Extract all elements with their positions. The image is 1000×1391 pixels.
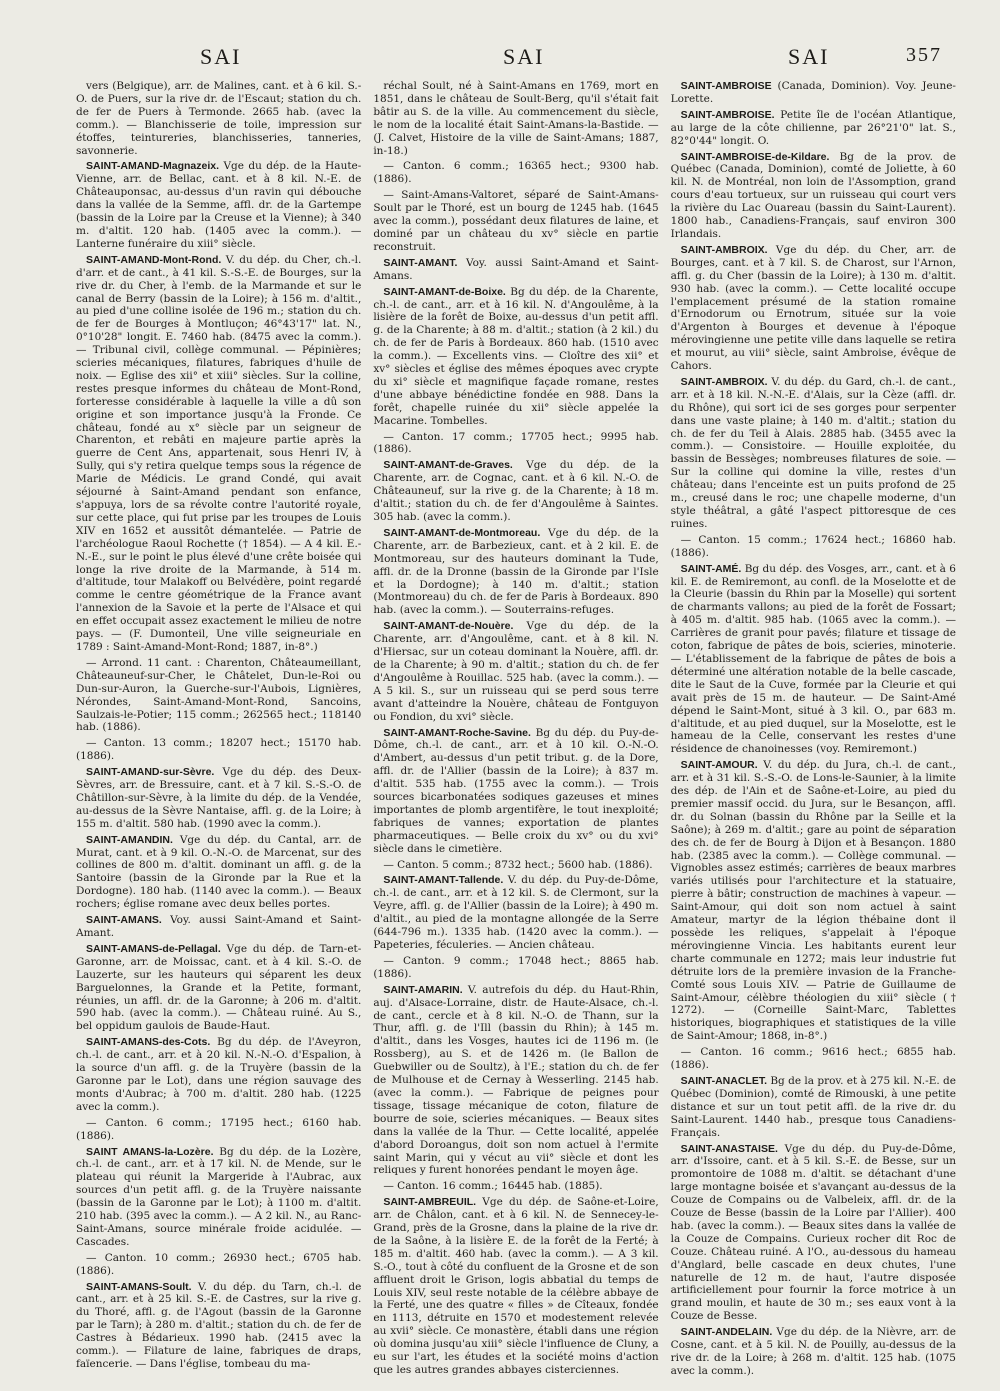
- entry-text: Vge du dép. de la Haute-Vienne, arr. de Bellac, cant. et à 8 kil. N.-E. de Châteauponsac, au-dessus d'un ravin qui débouche dans la vallée de la Semme, affl. dr. de la Gartempe (bassin de la Loire par la Creuse et la Vienne); à 340 m. d'altit. 120 hab. (1405 avec la comm.). — Lanterne funéraire du xiii° siècle.: [76, 160, 362, 250]
- dictionary-entry: [373, 1196, 658, 1377]
- entry-headword: SAINT-ANACLET.: [680, 1074, 767, 1087]
- dictionary-entry: [671, 80, 956, 106]
- entry-text: Bg du dép. du Puy-de-Dôme, ch.-l. de cant., arr. et à 10 kil. O.-N.-O. d'Ambert, au-dessus d'un petit tribut. g. de la Dore, affl. dr. de l'Allier (bassin de la Loire); à 837 m. d'altit. 535 hab. (1755 avec la comm.). — Trois sources bicarbonatées sodiques gazeuses et mines importantes de plomb argentifère, le tout inexploité; fabriques de vannes; exportation de plantes pharmaceutiques. — Belle croix du xv° ou du xvi° siècle dans le cimetière.: [373, 726, 659, 855]
- dictionary-entry: [373, 431, 658, 457]
- dictionary-entry: [373, 459, 658, 524]
- entry-headword: SAINT-AMAND-Mont-Rond.: [86, 253, 222, 266]
- dictionary-entry: [373, 189, 658, 254]
- dictionary-entry: [76, 1252, 361, 1278]
- dictionary-entry: [76, 254, 361, 654]
- entry-text: Vge du dép. de Tarn-et-Garonne, arr. de Moissac, cant. et à 4 kil. S.-O. de Lauzerte, sur les hauteurs qui séparent les deux Barguelonnes, la Grande et la Petite, formant, réunies, un affl. dr. de la Garonne; à 206 m. d'altit. 590 hab. (avec la comm.). — Château ruiné. Au S., bel oppidum gaulois de Baude-Haut.: [76, 942, 362, 1033]
- entry-text: V. du dép. du Tarn, ch.-l. de cant., arr. et à 25 kil. S.-E. de Castres, sur la rive g. du Thoré, affl. g. de l'Agout (bassin de la Garonne par le Tarn); à 280 m. d'altit.; station du ch. de fer de Castres à Bédarieux. 1990 hab. (2415 avec la comm.). — Filature de laine, fabriques de draps, faïencerie. — Dans l'église, tombeau du ma-: [76, 1280, 362, 1370]
- running-head-left: SAI: [200, 44, 242, 69]
- entry-text: Vge du dép. du Puy-de-Dôme, arr. d'Issoire, cant. et à 5 kil. S.-E. de Besse, sur un promontoire de 1088 m. d'altit. se détachant d'une large montagne boisée et s'avançant au-dessus de la Couze de Compains ou de Valbeleix, affl. dr. de la Couze de Besse (bassin de la Loire par l'Allier). 400 hab. (avec la comm.). — Beaux sites dans la vallée de la Couze de Compains. Curieux rocher dit Roc de Couze. Château ruiné. A l'O., au-dessous du hameau d'Anglard, belle cascade en deux chutes, l'une naturelle de 12 m. de haut, l'autre disposée artificiellement pour fournir la force motrice à un grand moulin, et haute de 30 m.; ses eaux vont à la Couze de Besse.: [670, 1142, 956, 1323]
- running-head-center: SAI: [503, 44, 545, 69]
- dictionary-entry: [671, 1046, 956, 1072]
- entry-headword: SAINT-AMAND-Magnazeix.: [86, 160, 220, 173]
- dictionary-entry: [76, 914, 361, 940]
- entry-text: réchal Soult, né à Saint-Amans en 1769, mort en 1851, dans le château de Soult-Berg, qu'il s'était fait bâtir au S. de la ville. Au commencement du siècle, le nom de la localité était Saint-Amans-la-Bastide. — (J. Calvet, Histoire de la ville de Saint-Amans; 1887, in-18.): [373, 80, 659, 157]
- entry-text: Voy. aussi Saint-Amand et Saint-Amans.: [373, 256, 659, 282]
- dictionary-entry: [373, 859, 658, 872]
- dictionary-entry: [76, 1281, 361, 1371]
- entry-headword: SAINT-AMANS-de-Pellagal.: [86, 942, 221, 955]
- dictionary-entry: [373, 984, 658, 1178]
- entry-text: Vge du dép. du Cantal, arr. de Murat, cant. et à 9 kil. O.-N.-O. de Marcenat, sur des collines de 800 m. d'altit. dominant un affl. g. de la Santoire (bassin de la Gironde par la Rue et la Dordogne). 180 hab. (1140 avec la comm.). — Beaux rochers; église romane avec deux belles portes.: [76, 833, 362, 911]
- entry-text: V. du dép. du Jura, ch.-l. de cant., arr. et à 31 kil. S.-S.-O. de Lons-le-Saunier, à la limite des dép. de l'Ain et de Saône-et-Loire, au pied du premier massif occid. du Jura, sur le Besançon, affl. dr. du Solnan (bassin du Rhône par la Seille et la Saône); à 269 m. d'altit.; gare au point de séparation des ch. de fer de Bourg à Dijon et à Besançon. 1880 hab. (2385 avec la comm.). — Collège communal. — Vignobles assez estimés; carrières de beaux marbres variés utilisés pour l'architecture et la statuaire, pierre à bâtir; construction de machines à vapeur. — Saint-Amour, qui doit son nom actuel à saint Amateur, martyr de la légion thébaine dont il possède les reliques, s'appelait à l'époque mérovingienne Vincia. Les habitants eurent leur charte communale en 1272; mais leur industrie fut détruite lors de la première invasion de la Franche-Comté sous Louis XIV. — Patrie de Guillaume de Saint-Amour, célèbre théologien du xiii° siècle († 1272). — (Corneille Saint-Marc, Tablettes historiques, biographiques et statistiques de la ville de Saint-Amour; 1868, in-8°.): [670, 759, 956, 1043]
- column-right: [670, 80, 956, 1377]
- dictionary-entry: [373, 874, 658, 951]
- entry-headword: SAINT-AMÉ.: [680, 562, 742, 575]
- entry-headword: SAINT-AMBROISE.: [680, 108, 775, 121]
- dictionary-entry: [671, 109, 956, 148]
- dictionary-entry: [373, 257, 658, 283]
- entry-headword: SAINT-AMBREUIL.: [383, 1196, 477, 1209]
- entry-text: — Canton. 13 comm.; 18207 hect.; 15170 hab. (1886).: [76, 737, 362, 763]
- dictionary-entry: [373, 80, 658, 157]
- entry-text: Vge du dép. de la Nièvre, arr. de Cosne, cant. et à 5 kil. N. de Pouilly, au-dessus de la rive dr. de la Loire; à 268 m. d'altit. 125 hab. (1075 avec la comm.).: [670, 1326, 956, 1377]
- entry-text: Bg de la prov. et à 275 kil. N.-E. de Québec (Dominion), comté de Rimouski, à une petite distance et sur un tout petit affl. de la rive dr. du Saint-Laurent. 1440 hab., presque tous Canadiens-Français.: [670, 1074, 956, 1139]
- dictionary-entry: [76, 834, 361, 911]
- dictionary-entry: [373, 727, 658, 856]
- entry-text: Vge du dép. du Cher, arr. de Bourges, cant. et à 7 kil. S. de Charost, sur l'Arnon, affl. g. du Cher (bassin de la Loire); à 130 m. d'altit. 930 hab. (avec la comm.). — Cette localité occupe l'emplacement présumé de la station romaine d'Ernodorum ou Ernotrum, située sur la voie d'Argenton à Bourges et devenue à l'époque mérovingienne une petite ville dans laquelle se retira et mourut, au viii° siècle, saint Ambroise, évêque de Cahors.: [670, 243, 956, 373]
- dictionary-entry: [671, 244, 956, 373]
- entry-headword: SAINT-AMANDIN.: [86, 833, 173, 846]
- page-number: 357: [906, 44, 942, 66]
- entry-text: Vge du dép. de Saône-et-Loire, arr. de Châlon, cant. et à 6 kil. N. de Sennecey-le-Grand, près de la Grosne, dans la plaine de la rive dr. de la Saône, à la lisière E. de la forêt de la Ferté; à 185 m. d'altit. 460 hab. (avec la comm.). — A 3 kil. S.-O., tout à côté du confluent de la Grosne et de son affluent droit le Grison, logis abbatial du temps de Louis XIV, seul reste notable de la célèbre abbaye de la Ferté, une des quatre « filles » de Cîteaux, fondée en 1113, détruite en 1570 et modestement relevée au xvii° siècle. Ce monastère, établi dans une région où domina jusqu'au xiii° siècle l'influence de Cluny, a eu sur l'art, les études et la société moins d'action que les autres grandes abbayes cisterciennes.: [373, 1196, 659, 1376]
- entry-text: — Canton. 16 comm.; 16445 hab. (1885).: [383, 1180, 603, 1193]
- entry-text: V. du dép. du Cher, ch.-l. d'arr. et de cant., à 41 kil. S.-S.-E. de Bourges, sur la rive dr. du Cher, à l'emb. de la Marmande et sur le canal de Berry (bassin de la Loire); à 156 m. d'altit., au pied d'une colline isolée de 196 m.; station du ch. de fer de Bourges à Montluçon; 46°43'17" lat. N., 0°10'28" longit. E. 7460 hab. (8475 avec la comm.). — Tribunal civil, collège communal. — Pépinières; scieries mécaniques, filatures, fabriques d'huile de noix. — Eglise des xii° et xiii° siècles. Sur la colline, restes presque informes du château de Mont-Rond, forteresse considérable à laquelle la ville a dû son origine et son importance jusqu'à la Fronde. Ce château, fondé au x° siècle par un seigneur de Charenton, et rebâti en majeure partie après la guerre de Cent Ans, appartenait, sous Henri IV, à Sully, qui s'y retira quelque temps sous la régence de Marie de Médicis. Le grand Condé, qui avait séjourné à Saint-Amand pendant son enfance, s'appuya, lors de sa révolte contre l'autorité royale, sur cette place, qui fut prise par les troupes de Louis XIV en 1652 et aussitôt démantelée. — Patrie de l'archéologue Raoul Rochette († 1854). — A 4 kil. E.-N.-E., sur le point le plus élevé d'une crête boisée qui longe la rive droite de la Marmande, à 514 m. d'altitude, tour Malakoff ou Belvédère, point regardé comme le centre géométrique de la France avant l'annexion de la Savoie et la perte de l'Alsace et qui en effet occupait assez exactement le milieu de notre pays. — (F. Dumonteil, Une ville seigneuriale en 1789 : Saint-Amand-Mont-Rond; 1887, in-8°.): [76, 253, 362, 653]
- entry-headword: SAINT-AMARIN.: [383, 983, 463, 996]
- entry-headword: SAINT-AMANS-des-Cots.: [86, 1036, 211, 1049]
- dictionary-entry: [76, 1146, 361, 1249]
- running-head: [70, 44, 942, 74]
- entry-text: Bg du dép. de la Charente, ch.-l. de cant., arr. et à 16 kil. N. d'Angoulême, à la lisière de la forêt de Boixe, au-dessus d'un petit affl. g. de la Charente; à 88 m. d'altit.; station (à 2 kil.) du ch. de fer de Paris à Bordeaux. 860 hab. (1510 avec la comm.). — Excellents vins. — Cloître des xii° et xv° siècles et église des mêmes époques avec crypte du xi° siècle et magnifique façade romane, restes d'une abbaye bénédictine fondée en 988. Dans la forêt, chapelle ruinée du xii° siècle appelée la Macarine. Tombelles.: [373, 285, 659, 427]
- entry-headword: SAINT-AMOUR.: [680, 759, 758, 772]
- dictionary-entry: [373, 1180, 658, 1193]
- entry-text: Bg du dép. des Vosges, arr., cant. et à 6 kil. E. de Remiremont, au confl. de la Moselotte et de la Cleurie (bassin du Rhin par la Moselle) qui sortent de charmants vallons; au pied de la forêt de Fossart; à 405 m. d'altit. 985 hab. (1065 avec la comm.). — Carrières de granit pour pavés; filature et tissage de coton, fabrique de pâtes de bois, scieries, minoterie. — L'établissement de la fabrique de pâtes de bois a déterminé une altération notable de la belle cascade, dite le Saut de la Cuve, formée par la Cleurie et qui avait près de 15 m. de hauteur. — De Saint-Amé dépend le Saint-Mont, situé à 3 kil. O., par 683 m. d'altitude, et au pied duquel, sur la Moselotte, est le hameau de la Celle, conservant les restes d'une résidence de chanoinesses (voy. Remiremont.): [670, 562, 956, 756]
- dictionary-entry: [76, 737, 361, 763]
- entry-headword: SAINT-AMANT-Tallende.: [383, 874, 504, 887]
- dictionary-entry: [671, 1075, 956, 1140]
- entry-text: — Canton. 9 comm.; 17048 hect.; 8865 hab. (1886).: [373, 954, 659, 980]
- entry-headword: SAINT-AMANT-de-Boixe.: [383, 285, 506, 298]
- entry-text: Vge du dép. de la Charente, arr. d'Angoulême, cant. et à 8 kil. N. d'Hiersac, sur un coteau dominant la Nouère, affl. dr. de la Charente; à 90 m. d'altit.; station du ch. de fer d'Angoulême à Rouillac. 525 hab. (avec la comm.). — A 5 kil. S., sur un ruisseau qui se perd sous terre avant d'atteindre la Nouère, château de Fontguyon ou Fondion, du xvi° siècle.: [373, 620, 659, 723]
- entry-headword: SAINT-AMBROIX.: [680, 243, 768, 256]
- dictionary-entry: [373, 620, 658, 723]
- entry-headword: SAINT-AMAND-sur-Sèvre.: [86, 766, 215, 779]
- entry-headword: SAINT-ANASTAISE.: [680, 1142, 778, 1155]
- dictionary-entry: [76, 943, 361, 1033]
- entry-text: — Canton. 5 comm.; 8732 hect.; 5600 hab. (1886).: [383, 858, 653, 871]
- dictionary-entry: [671, 1326, 956, 1378]
- entry-text: Vge du dép. des Deux-Sèvres, arr. de Bressuire, cant. et à 7 kil. S.-S.-O. de Châtillon-sur-Sèvre, à la limite du dép. de la Vendée, au-dessus de la Sèvre Nantaise, affl. g. de la Loire; à 155 m. d'altit. 580 hab. (1990 avec la comm.).: [76, 766, 362, 830]
- entry-text: — Arrond. 11 cant. : Charenton, Châteaumeillant, Châteauneuf-sur-Cher, le Châtelet, Dun-le-Roi ou Dun-sur-Auron, la Guerche-sur-l'Aubois, Lignières, Nérondes, Saint-Amand-Mont-Rond, Sancoins, Saulzais-le-Potier; 115 comm.; 262565 hect.; 118140 hab. (1886).: [76, 656, 362, 734]
- entry-headword: SAINT-AMANT.: [383, 256, 458, 269]
- dictionary-entry: [671, 759, 956, 1043]
- text-columns: [76, 80, 956, 1377]
- dictionary-entry: [76, 766, 361, 831]
- entry-headword: SAINT-AMBROISE: [680, 80, 772, 92]
- entry-text: — Saint-Amans-Valtoret, séparé de Saint-Amans-Soult par le Thoré, est un bourg de 1245 hab. (1645 avec la comm.), possédant deux filatures de laine, et dominé par un château du xv° siècle en partie reconstruit.: [373, 189, 659, 253]
- dictionary-entry: [76, 160, 361, 250]
- dictionary-entry: [671, 1143, 956, 1324]
- entry-headword: SAINT-AMANS-Soult.: [86, 1280, 192, 1293]
- entry-text: — Canton. 6 comm.; 17195 hect.; 6160 hab. (1886).: [76, 1116, 362, 1142]
- dictionary-entry: [373, 286, 658, 428]
- entry-text: Voy. aussi Saint-Amand et Saint-Amant.: [76, 914, 362, 939]
- dictionary-entry: [671, 534, 956, 560]
- entry-text: Bg du dép. de l'Aveyron, ch.-l. de cant., arr. et à 20 kil. N.-N.-O. d'Espalion, à la source d'un affl. g. de la Truyère (bassin de la Garonne par le Lot), dans une région sauvage des monts d'Aubrac; à 700 m. d'altit. 280 hab. (1225 avec la comm.).: [76, 1036, 362, 1113]
- dictionary-entry: [76, 80, 361, 157]
- entry-text: — Canton. 17 comm.; 17705 hect.; 9995 hab. (1886).: [373, 430, 659, 456]
- entry-headword: SAINT-ANDELAIN.: [680, 1326, 773, 1339]
- entry-text: Vge du dép. de la Charente, arr. de Barbezieux, cant. et à 2 kil. E. de Montmoreau, sur des hauteurs dominant la Tude, affl. dr. de la Dronne (bassin de la Gironde par l'Isle et la Dordogne); à 140 m. d'altit.; station (Montmoreau) du ch. de fer de Paris à Bordeaux. 890 hab. (avec la comm.). — Souterrains-refuges.: [373, 526, 659, 617]
- entry-headword: SAINT-AMANT-de-Graves.: [383, 459, 513, 472]
- entry-text: — Canton. 6 comm.; 16365 hect.; 9300 hab. (1886).: [373, 160, 659, 186]
- entry-text: (Canada, Dominion). Voy. Jeune-Lorette.: [670, 80, 956, 105]
- dictionary-entry: [671, 151, 956, 241]
- entry-text: — Canton. 15 comm.; 17624 hect.; 16860 hab. (1886).: [670, 533, 956, 559]
- dictionary-entry: [671, 376, 956, 531]
- entry-headword: SAINT-AMBROIX.: [680, 375, 768, 388]
- dictionary-entry: [373, 527, 658, 617]
- dictionary-entry: [671, 563, 956, 757]
- entry-text: Petite île de l'océan Atlantique, au large de la côte chilienne, par 26°21'0" lat. S., 82°0'44" longit. O.: [670, 108, 956, 147]
- running-head-right: SAI: [788, 44, 830, 69]
- dictionary-entry: [373, 160, 658, 186]
- entry-text: V. du dép. du Gard, ch.-l. de cant., arr. et à 18 kil. N.-N.-E. d'Alais, sur la Cèze (affl. dr. du Rhône), qui sort ici de ses gorges pour serpenter dans une vaste plaine; à 140 m. d'altit.; station du ch. de fer du Teil à Alais. 2885 hab. (3455 avec la comm.). — Consistoire. — Houille exploitée, du bassin de Bessèges; nombreuses filatures de soie. — Sur la colline qui domine la ville, restes d'un château; dans l'enceinte est un puits profond de 25 m., creusé dans le roc; une chapelle moderne, d'un style théâtral, a gâté l'aspect pittoresque de ces ruines.: [670, 375, 956, 530]
- entry-text: Bg de la prov. de Québec (Canada, Dominion), comté de Joliette, à 60 kil. N. de Montréal, non loin de l'Assomption, grand cours d'eau tortueux, sur un ruisseau qui court vers la rivière du Lac Ouareau (bassin du Saint-Laurent). 1800 hab., Canadiens-Français, sauf environ 300 Irlandais.: [670, 150, 956, 240]
- dictionary-entry: [76, 1036, 361, 1113]
- dictionary-entry: [76, 657, 361, 734]
- entry-text: Vge du dép. de la Charente, arr. de Cognac, cant. et à 6 kil. N.-O. de Châteauneuf, sur la rive g. de la Charente; à 18 m. d'altit.; station du ch. de fer d'Angoulême à Saintes. 305 hab. (avec la comm.).: [373, 459, 659, 523]
- entry-text: — Canton. 16 comm.; 9616 hect.; 6855 hab. (1886).: [670, 1046, 956, 1072]
- entry-text: Bg du dép. de la Lozère, ch.-l. de cant., arr. et à 17 kil. N. de Mende, sur le plateau qui réunit la Margeride à l'Aubrac, aux sources d'un petit affl. g. de la Truyère naissante (bassin de la Garonne par le Lot); à 1100 m. d'altit. 210 hab. (395 avec la comm.). — A 2 kil. N., au Ranc-Saint-Amans, source minérale froide acidulée. — Cascades.: [76, 1145, 362, 1248]
- column-left: [76, 80, 361, 1370]
- column-middle: [373, 80, 659, 1376]
- entry-headword: SAINT-AMBROISE-de-Kildare.: [680, 150, 830, 163]
- entry-headword: SAINT-AMANT-de-Nouère.: [383, 620, 514, 633]
- entry-text: V. autrefois du dép. du Haut-Rhin, auj. d'Alsace-Lorraine, distr. de Haute-Alsace, ch.-l. de cant., cercle et à 8 kil. N.-O. de Thann, sur la Thur, affl. g. de l'Ill (bassin du Rhin); à 145 m. d'altit., dans les Vosges, hautes ici de 1196 m. (le Rossberg), au S. et de 1426 m. (le Ballon de Guebwiller ou de Soultz), à l'E.; station du ch. de fer de Mulhouse et de Cernay à Wesserling. 2145 hab. (avec la comm.). — Fabrique de peignes pour tissage, tissage mécanique de coton, filature de bourre de soie, scieries mécaniques. — Beaux sites dans la vallée de la Thur. — Cette localité, appelée d'abord Doroangus, doit son nom actuel à l'ermite saint Marin, qui y vécut au vii° siècle et dont les reliques y furent honorées pendant le moyen âge.: [373, 983, 659, 1177]
- entry-headword: SAINT-AMANS.: [86, 914, 162, 927]
- entry-headword: SAINT AMANS-la-Lozère.: [86, 1145, 214, 1158]
- entry-text: — Canton. 10 comm.; 26930 hect.; 6705 hab. (1886).: [76, 1251, 362, 1277]
- entry-text: V. du dép. du Puy-de-Dôme, ch.-l. de cant., arr. et à 12 kil. S. de Clermont, sur la Veyre, affl. g. de l'Allier (bassin de la Loire); à 490 m. d'altit., au pied de la montagne allongée de la Serre (644-796 m.). 1335 hab. (1420 avec la comm.). — Papeteries, féculeries. — Ancien château.: [373, 874, 659, 951]
- entry-text: vers (Belgique), arr. de Malines, cant. et à 6 kil. S.-O. de Puers, sur la rive dr. de l'Escaut; station du ch. de fer de Puers à Termonde. 2665 hab. (avec la comm.). — Blanchisserie de toile, impression sur étoffes, teintureries, blanchisseries, tanneries, savonnerie.: [76, 80, 362, 157]
- dictionary-entry: [76, 1117, 361, 1143]
- entry-headword: SAINT-AMANT-Roche-Savine.: [383, 726, 531, 739]
- entry-headword: SAINT-AMANT-de-Montmoreau.: [383, 526, 541, 539]
- dictionary-entry: [373, 955, 658, 981]
